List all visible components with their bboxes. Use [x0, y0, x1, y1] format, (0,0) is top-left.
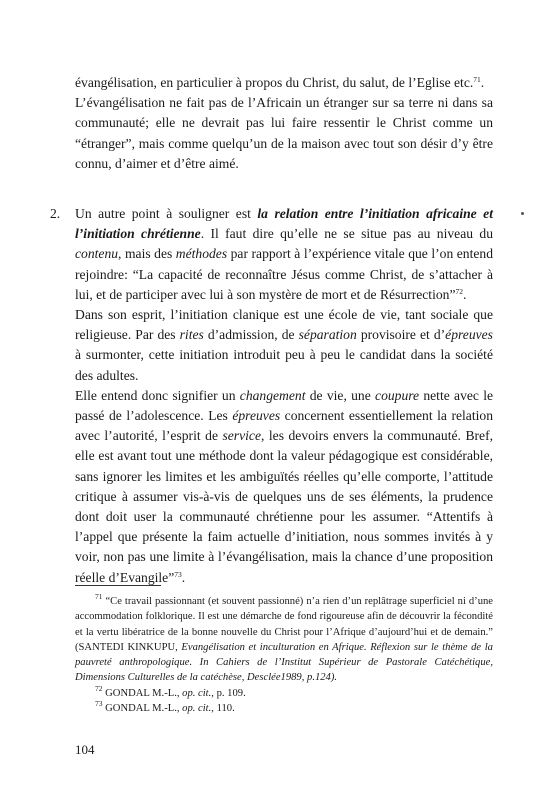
footnote-71: $^{71}$ “Ce travail passionnant (et souvent passionné) n’a rien d’un replâtrage superficiel ni d’une accommodation folklorique. Il est une démarche de fond rigoureuse afin de découvrir la fécondité et la vertu libératrice de la bonne nouvelle du Christ pour l’Afrique d’aujourd’hui et de demain.” (SANTEDI KINKUPU, Evangélisation et inculturation en Afrique. Réflexion sur le thème de la pauvreté anthropologique. In Cahiers de l’Institut Supérieur de Pastorale Catéchétique, Dimensions Culturelles de la catéchèse, Desclée1989, p.124). [75, 592, 493, 684]
item-paragraph-1: Un autre point à souligner est la relation entre l’initiation africaine et l’initiation chrétienne. Il faut dire qu’elle ne se situe pas au niveau du contenu, mais des méthodes par rapport à l’expérience vitale que l’on entend rejoindre: “La capacité de reconnaître Jésus comme Christ, de s’attacher à lui, et de participer avec lui à son mystère de mort et de Résurrection”$^{72}$. [75, 206, 493, 302]
footnotes [75, 594, 493, 716]
item-paragraph-3: Elle entend donc signifier un changement de vie, une coupure nette avec le passé de l’adolescence. Les épreuves concernent essentiellement la relation avec l’autorité, l’esprit de service, les devoirs envers la communauté. Bref, elle est avant tout une méthode dont la valeur pédagogique est considérable, sans ignorer les limites et les ambiguïtés réelles qu’elle comporte, l’attitude critique à assumer vis-à-vis de quelques uns de ses éléments, la prudence dont doit user la communauté chrétienne pour les assumer. “Attentifs à l’appel que présente la faim actuelle d’initiation, nous sommes invités à y voir, non pas une limite à l’évangélisation, mais la chance d’une proposition réelle d’Evangile”$^{73}$. [75, 387, 494, 585]
continued-paragraph: évangélisation, en particulier à propos du Christ, du salut, de l’Eglise etc.$^{71}$. [75, 75, 485, 90]
item-number: 2. [50, 206, 61, 221]
footnote-73: $^{73}$ GONDAL M.-L., op. cit., 110. [95, 699, 235, 715]
emphasis-relation: la relation entre l’initiation africaine et l’initiation chrétienne [75, 206, 493, 242]
footnote-72: $^{72}$ GONDAL M.-L., op. cit., p. 109. [95, 683, 246, 699]
item-paragraph-2: Dans son esprit, l’initiation clanique est une école de vie, tant sociale que religieuse. Par des rites d’admission, de séparation provisoire et d’épreuves à surmonter, cette initiation introduit peu à peu le candidat dans la société des adultes. [75, 307, 493, 383]
top-text-block [75, 73, 493, 174]
margin-mark [521, 212, 524, 215]
footnote-ref-71[interactable]: 71 [473, 75, 481, 84]
footnote-ref-72[interactable]: 72 [455, 286, 463, 296]
footnote-separator [75, 585, 161, 586]
item-body [75, 204, 493, 588]
paragraph-evangelisation: L’évangélisation ne fait pas de l’Africain un étranger sur sa terre ni dans sa communauté; elle ne devrait pas lui faire ressentir le Christ comme un “étranger”, mais comme quelqu’un de la maison avec tout son désir d’y être connu, d’aimer et d’être aimé. [75, 95, 493, 171]
footnote-ref-73[interactable]: 73 [174, 569, 182, 579]
page-number: 104 [75, 742, 95, 757]
